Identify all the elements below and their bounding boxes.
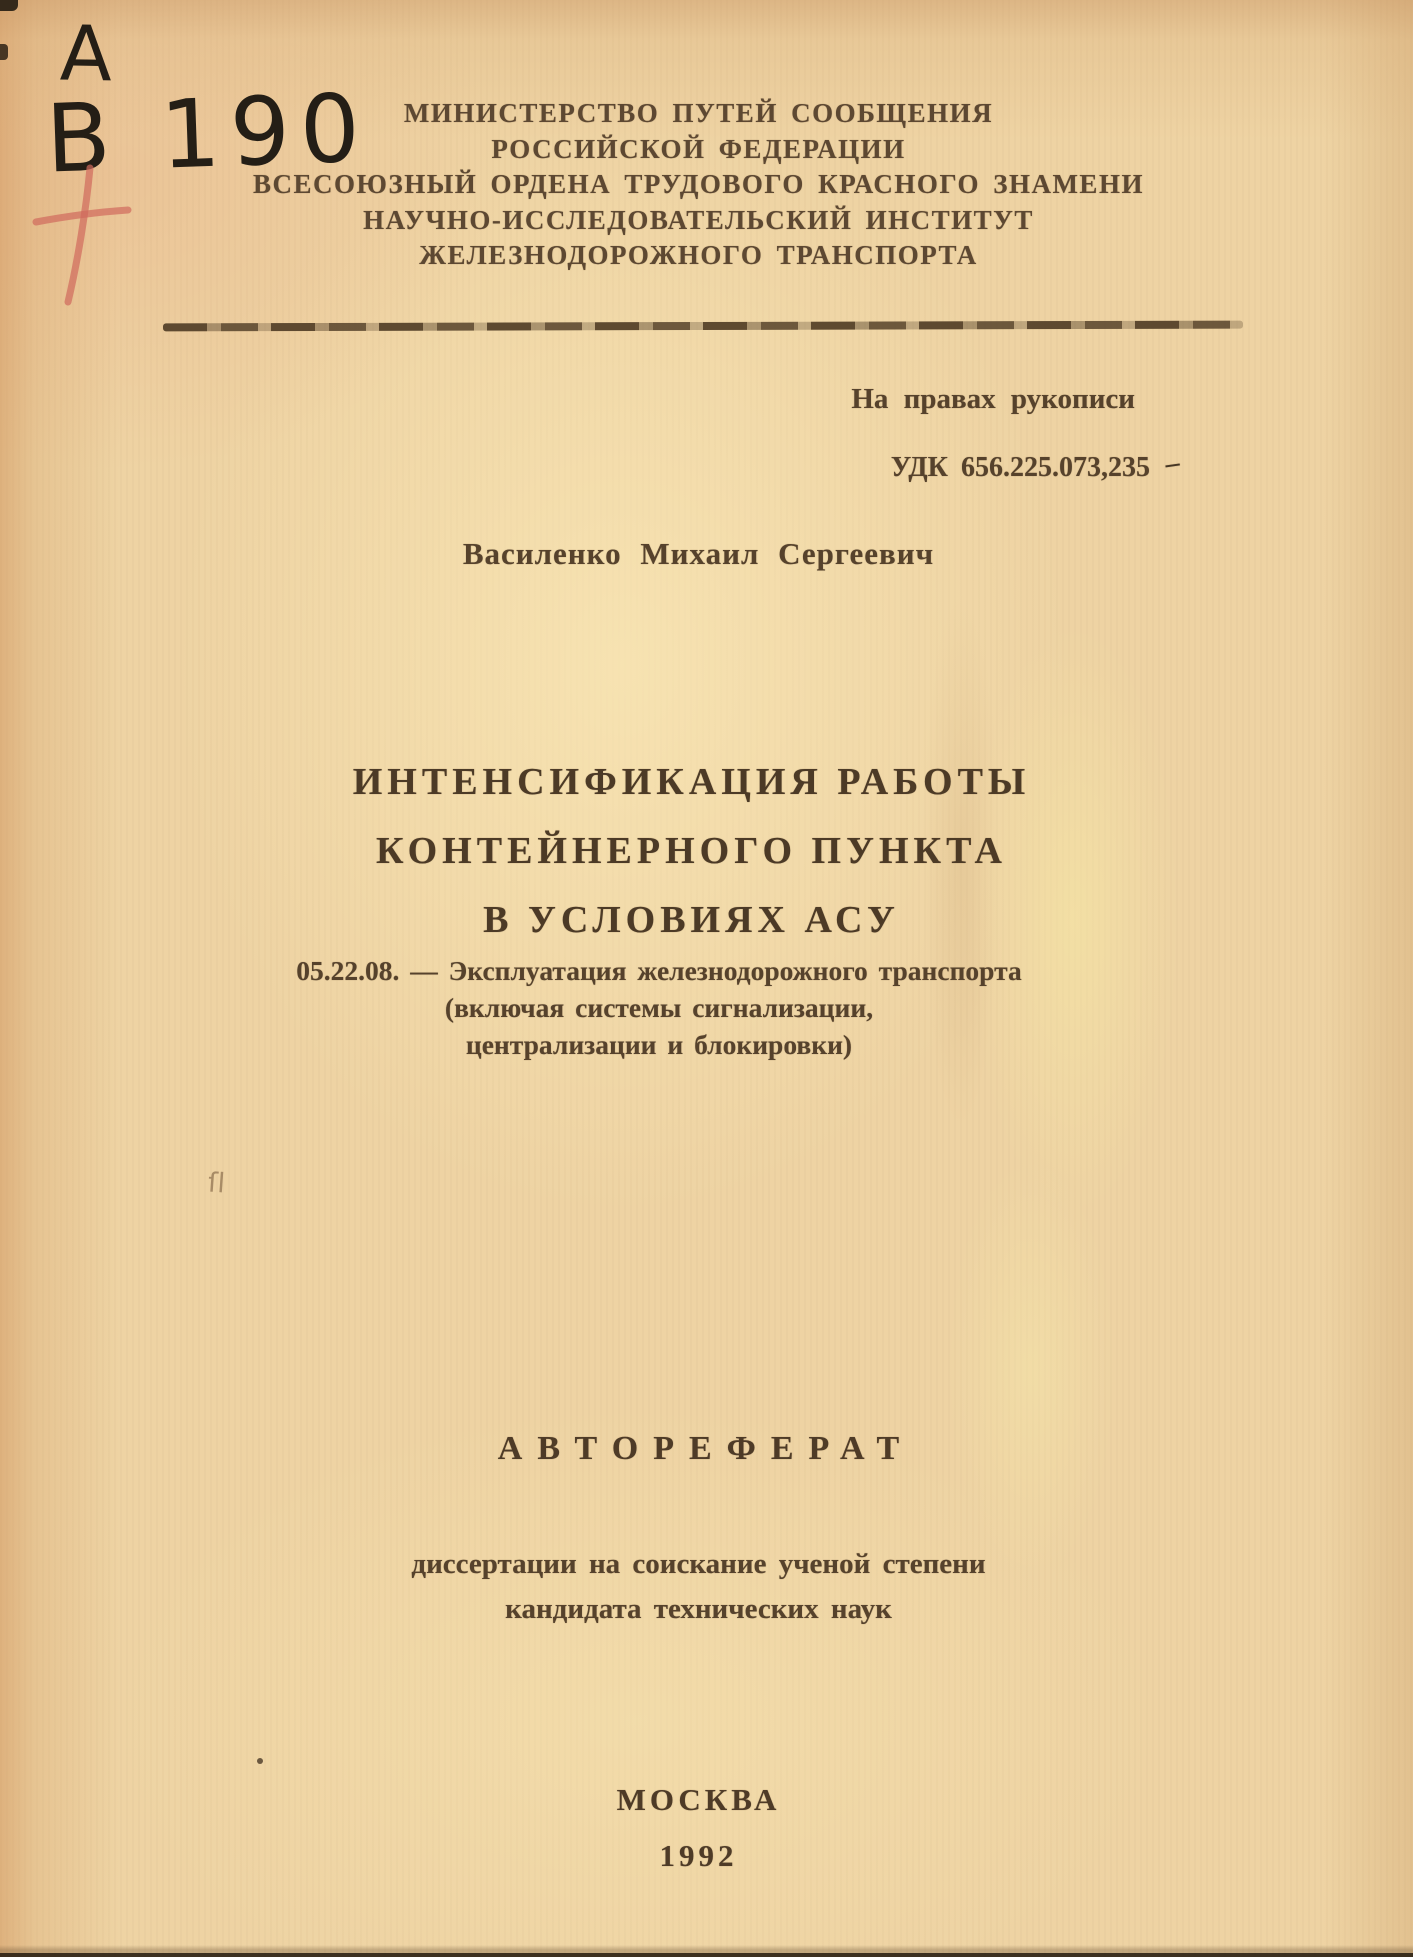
manuscript-rights-note: На правах рукописи: [851, 383, 1135, 415]
header-line-institute-1: ВСЕСОЮЗНЫЙ ОРДЕНА ТРУДОВОГО КРАСНОГО ЗНАМЕНИ: [253, 169, 1144, 199]
specialty-code-block: [0, 952, 1318, 1063]
dissertation-title: [0, 748, 1383, 955]
abstract-heading: АВТОРЕФЕРАТ: [497, 1430, 915, 1467]
udc-classification: [890, 447, 1182, 484]
title-line-2: КОНТЕЙНЕРНОГО ПУНКТА: [376, 830, 1007, 872]
institution-header: [0, 96, 1397, 274]
header-line-institute-3: ЖЕЛЕЗНОДОРОЖНОГО ТРАНСПОРТА: [419, 240, 978, 270]
specialty-line-2: (включая системы сигнализации,: [444, 992, 874, 1023]
header-line-institute-2: НАУЧНО-ИССЛЕДОВАТЕЛЬСКИЙ ИНСТИТУТ: [363, 204, 1034, 235]
publication-city: МОСКВА: [616, 1782, 781, 1817]
library-call-number: В 190: [44, 74, 372, 195]
header-line-federation: РОССИЙСКОЙ ФЕДЕРАЦИИ: [491, 133, 906, 164]
abstract-subtitle-line-2: кандидата технических наук: [505, 1593, 892, 1625]
header-divider-rule: [163, 321, 1243, 332]
scan-edge-speck: [0, 44, 8, 60]
header-line-ministry: МИНИСТЕРСТВО ПУТЕЙ СООБЩЕНИЯ: [403, 98, 994, 128]
title-line-1: ИНТЕНСИФИКАЦИЯ РАБОТЫ: [352, 761, 1031, 803]
specialty-line-3: централизации и блокировки): [465, 1029, 853, 1060]
udc-pencil-dash-mark: –: [1163, 447, 1182, 480]
abstract-subtitle-line-1: диссертации на соискание ученой степени: [411, 1548, 986, 1580]
pencil-smudge-mark: ſl: [206, 1167, 227, 1200]
publication-year: 1992: [659, 1838, 738, 1873]
title-line-3: В УСЛОВИЯХ АСУ: [483, 899, 900, 941]
library-mark-letter: А: [59, 8, 113, 99]
author-name: Василенко Михаил Сергеевич: [462, 536, 935, 571]
scan-corner-speck: [0, 0, 18, 11]
ink-speck: [257, 1758, 263, 1764]
udc-number: УДК 656.225.073,235: [890, 452, 1150, 483]
specialty-line-1: 05.22.08. — Эксплуатация железнодорожного транспорта: [296, 955, 1022, 986]
abstract-subtitle: [0, 1542, 1397, 1632]
